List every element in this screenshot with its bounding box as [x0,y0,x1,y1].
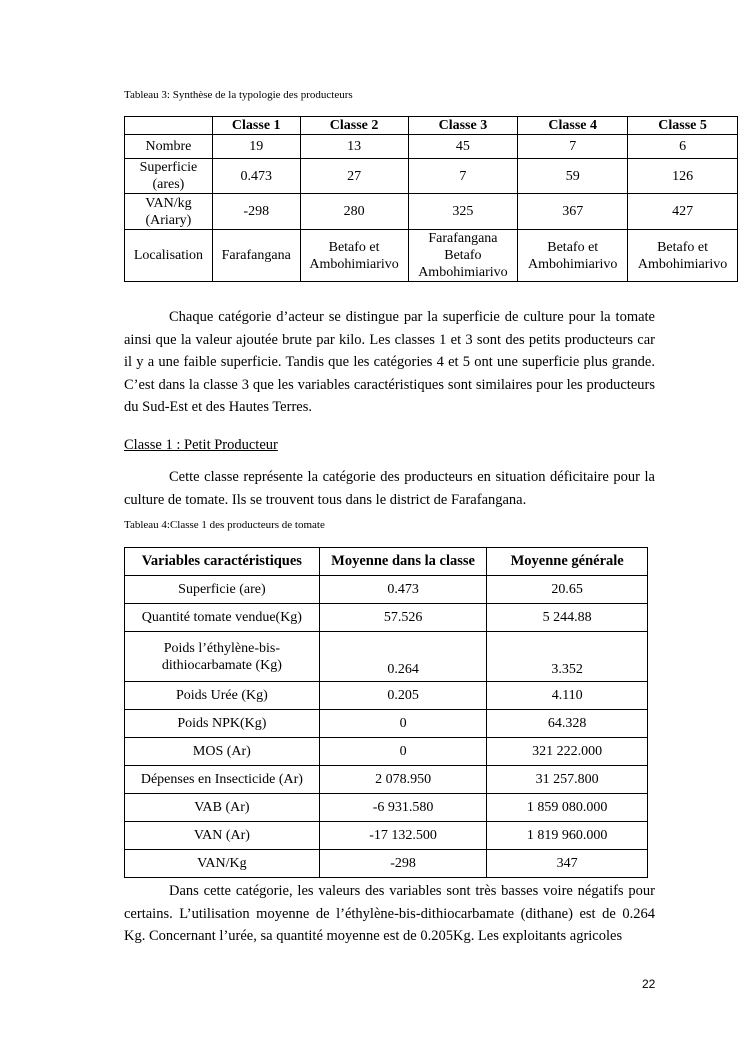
table-cell: -298 [319,850,487,878]
table-cell: 0 [319,738,487,766]
table-cell: Farafangana [212,230,300,282]
table-row [125,794,648,822]
table-row [125,738,648,766]
table-cell: 31 257.800 [487,766,648,794]
table-row [125,682,648,710]
row-label: Localisation [125,230,213,282]
table-header-cell: Classe 5 [628,117,738,135]
row-label: Nombre [125,135,213,159]
table-cell: 2 078.950 [319,766,487,794]
class1-producers-table [124,547,648,878]
row-label: Quantité tomate vendue(Kg) [125,604,320,632]
table-row [125,576,648,604]
table-header-row [125,117,738,135]
table-header-cell: Moyenne dans la classe [319,548,487,576]
table-cell: 64.328 [487,710,648,738]
typology-summary-table [124,116,738,282]
row-label: Poids l’éthylène-bis-dithiocarbamate (Kg) [125,632,320,682]
row-label: Poids Urée (Kg) [125,682,320,710]
table-cell: Betafo et Ambohimiarivo [300,230,408,282]
table-row [125,135,738,159]
row-label: Superficie (ares) [125,159,213,194]
table-cell: 59 [518,159,628,194]
table-header-cell [125,117,213,135]
table-cell: 19 [212,135,300,159]
table-cell: 0.473 [319,576,487,604]
table-cell: 13 [300,135,408,159]
row-label: VAN/kg (Ariary) [125,194,213,230]
table-row [125,230,738,282]
table-header-cell: Variables caractéristiques [125,548,320,576]
table-cell: 126 [628,159,738,194]
table-cell: 367 [518,194,628,230]
table-cell: 57.526 [319,604,487,632]
row-label: Dépenses en Insecticide (Ar) [125,766,320,794]
row-label: VAN/Kg [125,850,320,878]
table-header-cell: Classe 3 [408,117,518,135]
table-cell: Betafo et Ambohimiarivo [628,230,738,282]
paragraph-typology: Chaque catégorie d’acteur se distingue par la superficie de culture pour la tomate ainsi que la valeur ajoutée brute par kilo. Les classes 1 et 3 sont des petits producteurs car il y a une faible superficie. Tandis que les catégories 4 et 5 ont une superficie plus grande. C’est dans la classe 3 que les variables caractéristiques sont similaires pour les producteurs du Sud-Est et des Hautes Terres. [124,309,655,415]
table-row [125,194,738,230]
table-cell: -17 132.500 [319,822,487,850]
table-cell: 20.65 [487,576,648,604]
table-row [125,604,648,632]
table-cell: 427 [628,194,738,230]
table-cell: 0.473 [212,159,300,194]
table4-caption: Tableau 4:Classe 1 des producteurs de tomate [124,519,325,531]
table-cell: 27 [300,159,408,194]
table-row [125,632,648,682]
table-cell: 0.205 [319,682,487,710]
table-cell: 3.352 [487,632,648,682]
table-cell: 1 819 960.000 [487,822,648,850]
table-header-cell: Classe 4 [518,117,628,135]
table-cell: 0.264 [319,632,487,682]
table-cell: 5 244.88 [487,604,648,632]
table-cell: 321 222.000 [487,738,648,766]
table-cell: 347 [487,850,648,878]
table-cell: 7 [518,135,628,159]
page-number: 22 [642,977,656,991]
table-row [125,850,648,878]
table-row [125,710,648,738]
table-cell: -6 931.580 [319,794,487,822]
table-row [125,766,648,794]
table-cell: -298 [212,194,300,230]
table-header-cell: Classe 1 [212,117,300,135]
row-label: MOS (Ar) [125,738,320,766]
row-label: Superficie (are) [125,576,320,604]
table-cell: 280 [300,194,408,230]
table-cell: 7 [408,159,518,194]
row-label: VAN (Ar) [125,822,320,850]
table-cell: Farafangana Betafo Ambohimiarivo [408,230,518,282]
table-row [125,822,648,850]
paragraph-class1-analysis: Dans cette catégorie, les valeurs des variables sont très basses voire négatifs pour certains. L’utilisation moyenne de l’éthylène-bis-dithiocarbamate (dithane) est de 0.264 Kg. Concernant l’urée, sa quantité moyenne est de 0.205Kg. Les exploitants agricoles [124,883,655,944]
table-row [125,159,738,194]
table-cell: 45 [408,135,518,159]
section-heading: Classe 1 : Petit Producteur [124,437,278,453]
table-cell: 4.110 [487,682,648,710]
table3-caption: Tableau 3: Synthèse de la typologie des producteurs [124,89,353,101]
table-cell: Betafo et Ambohimiarivo [518,230,628,282]
table-header-row [125,548,648,576]
table-cell: 325 [408,194,518,230]
table-cell: 6 [628,135,738,159]
row-label: Poids NPK(Kg) [125,710,320,738]
row-label: VAB (Ar) [125,794,320,822]
table-cell: 1 859 080.000 [487,794,648,822]
table-cell: 0 [319,710,487,738]
table-header-cell: Classe 2 [300,117,408,135]
table-header-cell: Moyenne générale [487,548,648,576]
paragraph-class1: Cette classe représente la catégorie des producteurs en situation déficitaire pour la culture de tomate. Ils se trouvent tous dans le district de Farafangana. [124,469,655,508]
